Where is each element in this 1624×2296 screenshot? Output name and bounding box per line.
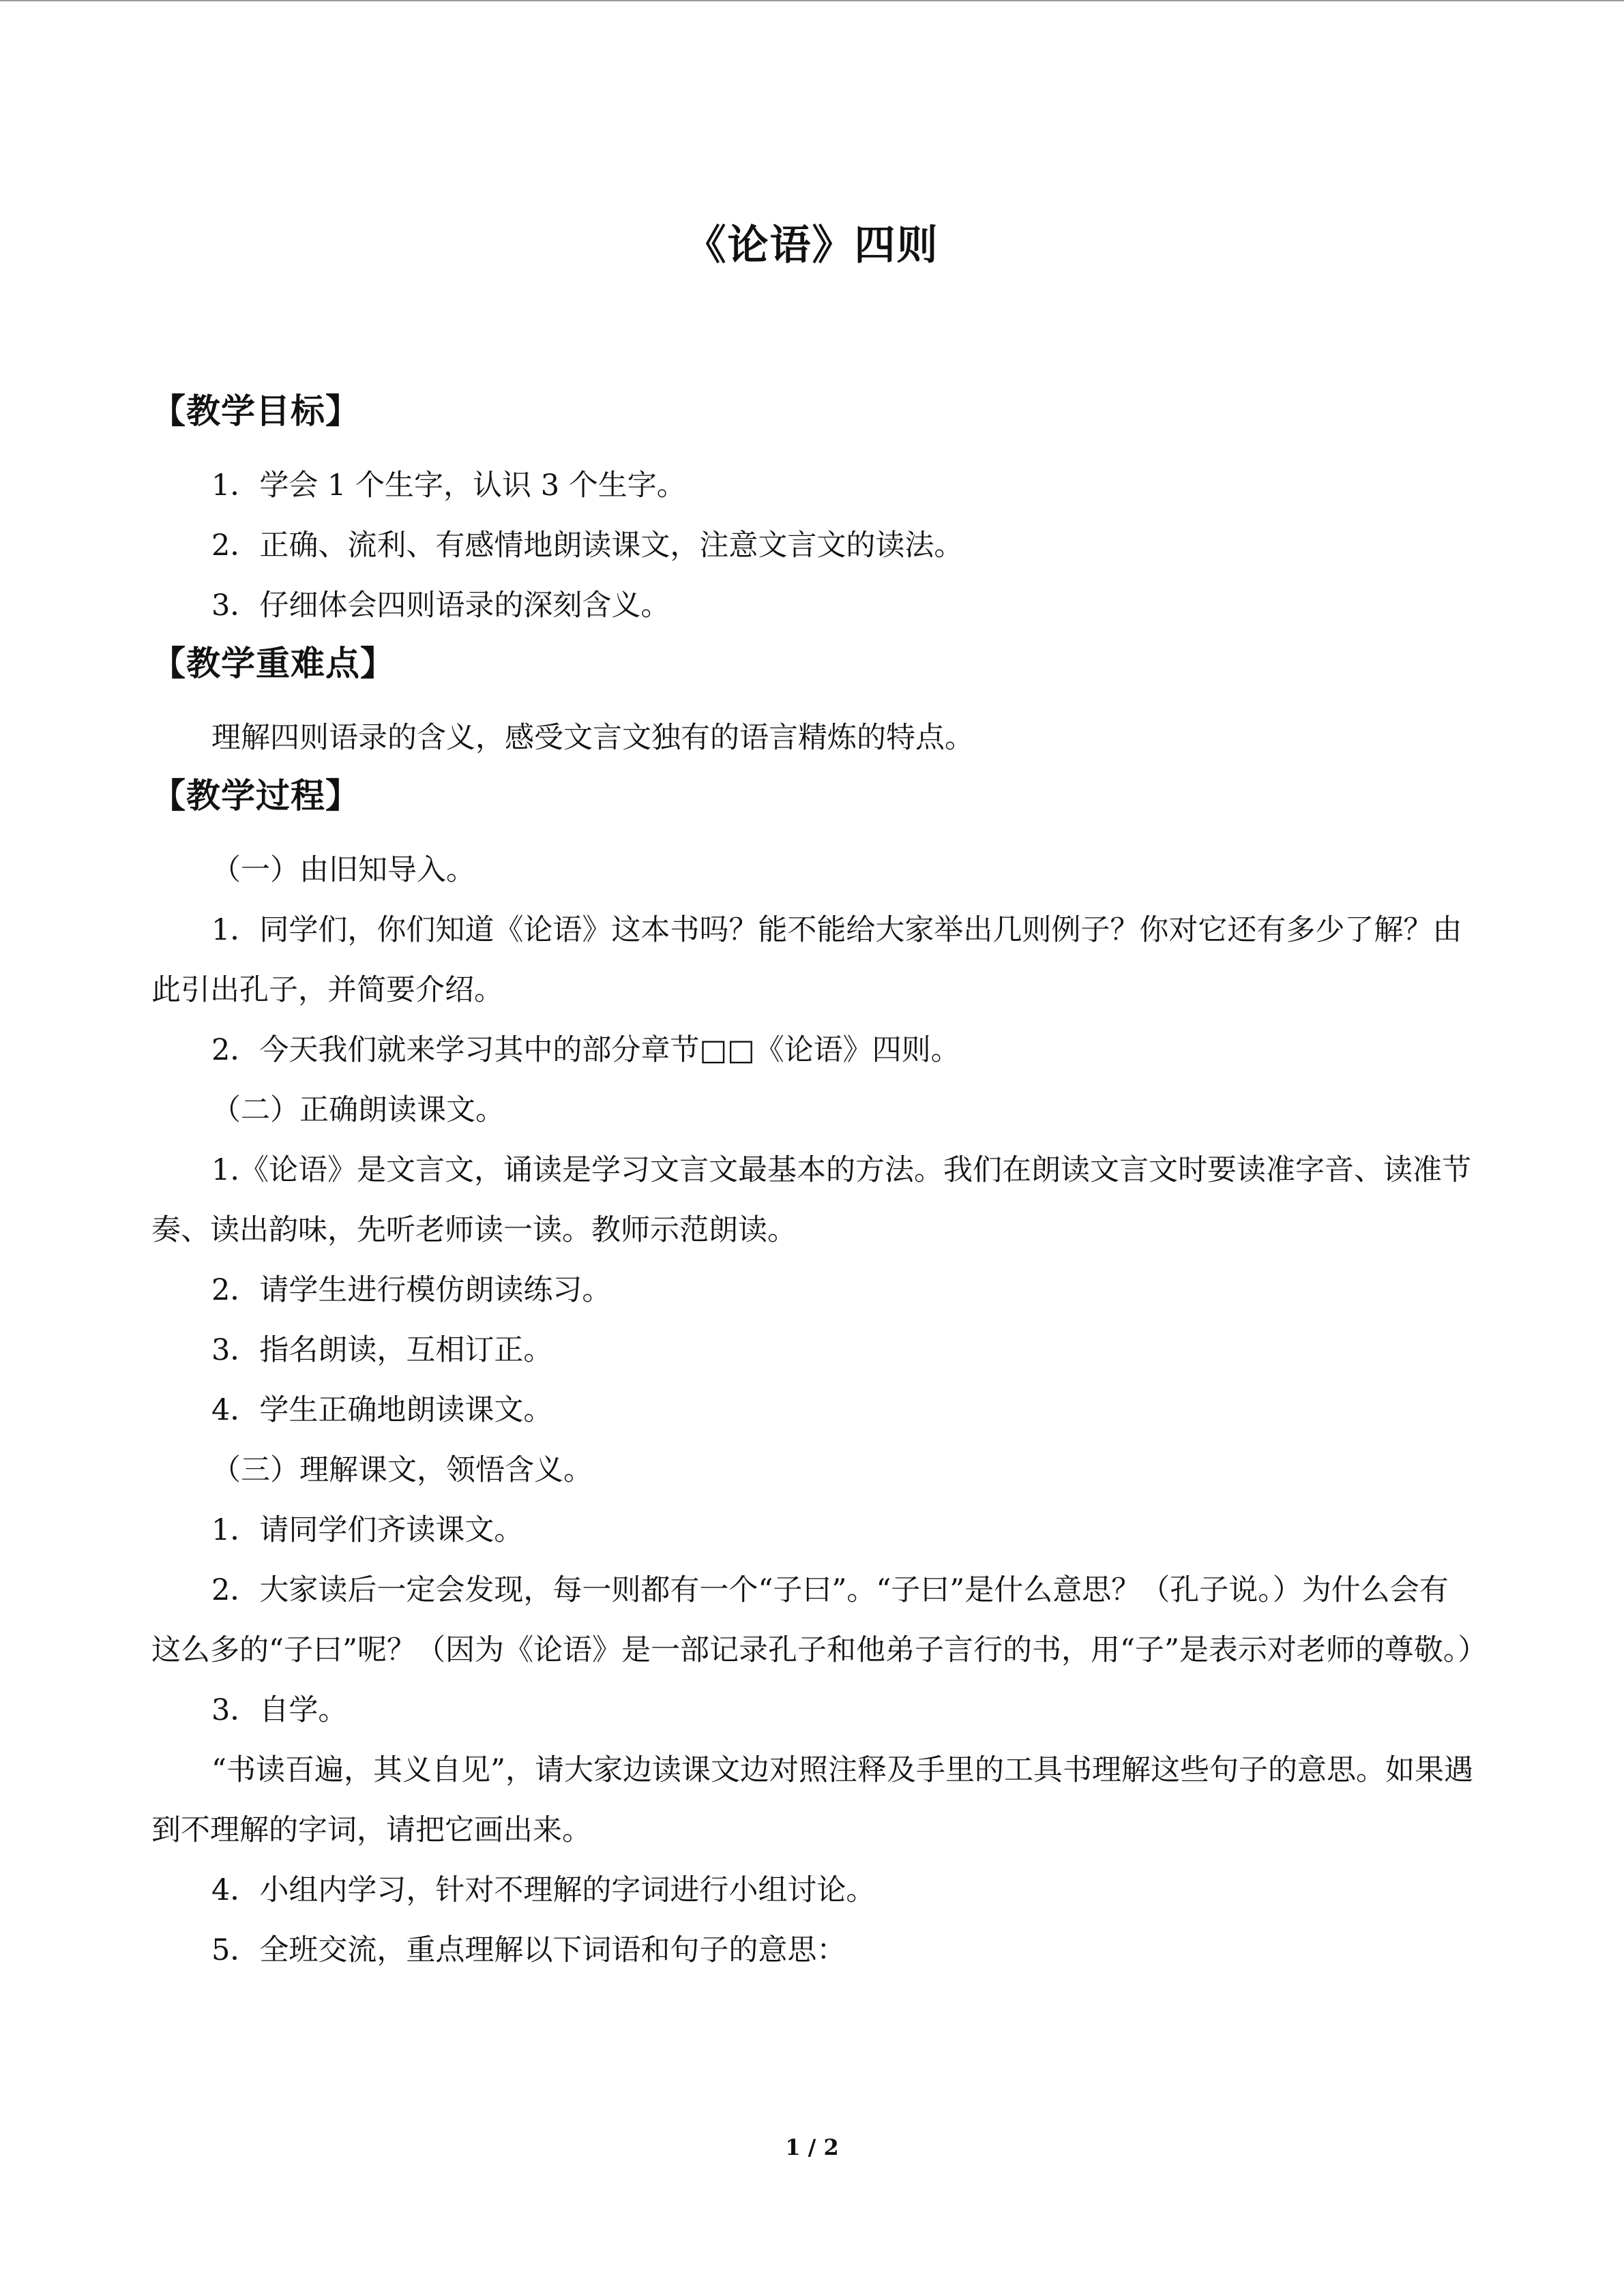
paragraph: 2．大家读后一定会发现，每一则都有一个“子曰”。“子曰”是什么意思？（孔子说。）为什么会有这么多的“子曰”呢？（因为《论语》是一部记录孔子和他弟子言行的书，用“子”是表示对老师的尊敬。） (151, 1573, 1488, 1667)
paragraph: 5．全班交流，重点理解以下词语和句子的意思： (211, 1933, 846, 1967)
section-heading: 【教学过程】 (151, 776, 360, 816)
document-body (151, 383, 1488, 1980)
section-heading: 【教学目标】 (151, 391, 360, 431)
paragraph: （三）理解课文，领悟含义。 (211, 1453, 593, 1487)
paragraph: 4．小组内学习，针对不理解的字词进行小组讨论。 (211, 1873, 876, 1907)
paragraph: 1．同学们，你们知道《论语》这本书吗？能不能给大家举出几则例子？你对它还有多少了解？由此引出孔子，并简要介绍。 (151, 913, 1462, 1007)
paragraph: 3．自学。 (211, 1693, 348, 1727)
paragraph: 理解四则语录的含义，感受文言文独有的语言精炼的特点。 (211, 721, 974, 755)
paragraph: “书读百遍，其义自见”，请大家边读课文边对照注释及手里的工具书理解这些句子的意思。如果遇到不理解的字词，请把它画出来。 (151, 1753, 1473, 1847)
document-title: 《论语》四则 (685, 222, 939, 269)
paragraph: 1.《论语》是文言文，诵读是学习文言文最基本的方法。我们在朗读文言文时要读准字音、读准节奏、读出韵味，先听老师读一读。教师示范朗读。 (151, 1153, 1472, 1247)
paragraph: 1．学会 1 个生字，认识 3 个生字。 (211, 468, 686, 503)
page-number: 1 / 2 (785, 2134, 839, 2160)
paragraph: 3．仔细体会四则语录的深刻含义。 (211, 588, 670, 623)
section-key-difficulties (151, 636, 1475, 768)
paragraph: 3．指名朗读，互相订正。 (211, 1333, 553, 1367)
paragraph: 2．今天我们就来学习其中的部分章节□□《论语》四则。 (211, 1033, 960, 1067)
paragraph: （二）正确朗读课文。 (211, 1093, 505, 1127)
paragraph: 2．正确、流利、有感情地朗读课文，注意文言文的读法。 (211, 528, 964, 563)
paragraph: 2．请学生进行模仿朗读练习。 (211, 1273, 612, 1307)
paragraph: （一）由旧知导入。 (211, 853, 475, 887)
section-teaching-objectives (151, 383, 1475, 636)
section-heading: 【教学重难点】 (151, 644, 395, 683)
paragraph: 4．学生正确地朗读课文。 (211, 1393, 553, 1427)
paragraph: 1．请同学们齐读课文。 (211, 1513, 524, 1547)
section-teaching-process (151, 768, 1488, 1980)
